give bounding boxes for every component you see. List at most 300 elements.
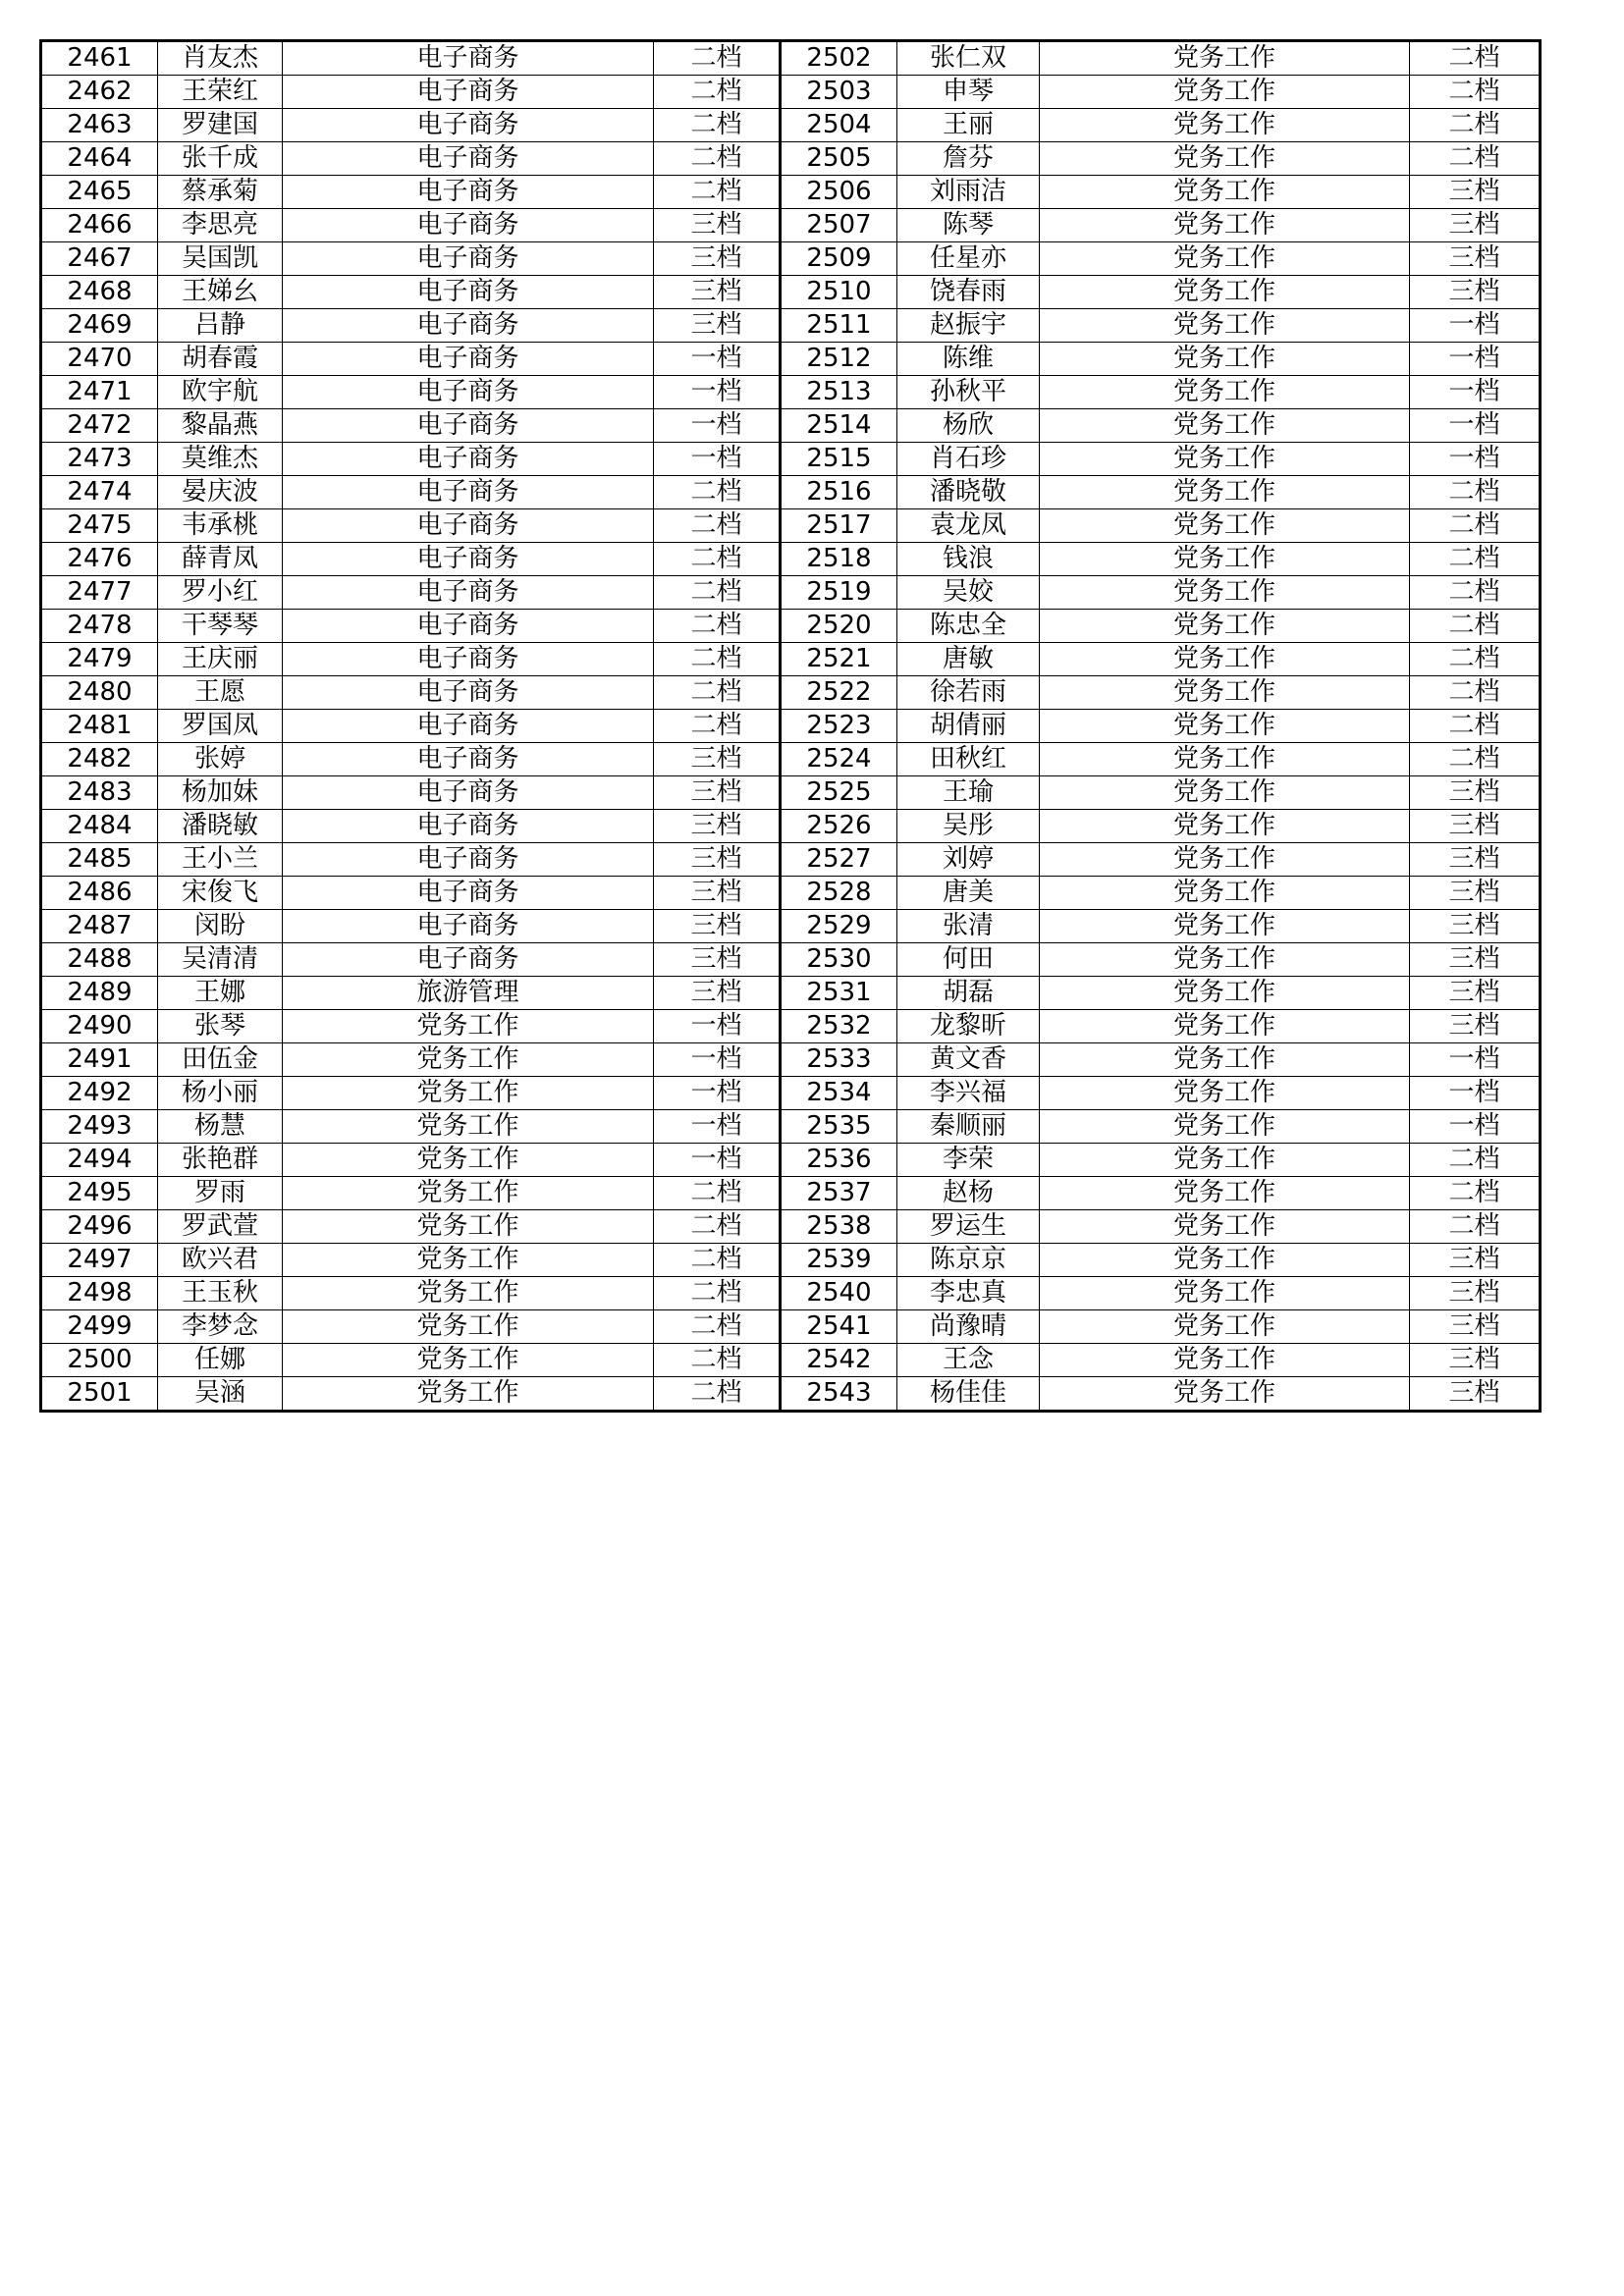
table-row	[41, 943, 1541, 977]
cell-id: 2516	[781, 476, 897, 509]
cell-id: 2473	[41, 443, 158, 476]
cell-name: 王娜	[158, 977, 283, 1010]
cell-id: 2517	[781, 509, 897, 543]
cell-grade: 三档	[1410, 810, 1541, 843]
cell-id: 2471	[41, 376, 158, 409]
cell-name: 潘晓敏	[158, 810, 283, 843]
cell-grade: 一档	[654, 1010, 781, 1043]
cell-major: 电子商务	[283, 610, 654, 643]
table-row	[41, 176, 1541, 209]
cell-id: 2472	[41, 409, 158, 443]
cell-grade: 三档	[1410, 276, 1541, 309]
cell-id: 2469	[41, 309, 158, 343]
cell-name: 胡磊	[897, 977, 1040, 1010]
cell-major: 党务工作	[283, 1144, 654, 1177]
cell-name: 干琴琴	[158, 610, 283, 643]
table-row	[41, 910, 1541, 943]
cell-id: 2543	[781, 1377, 897, 1412]
cell-grade: 二档	[1410, 509, 1541, 543]
cell-grade: 二档	[1410, 1144, 1541, 1177]
cell-major: 旅游管理	[283, 977, 654, 1010]
cell-name: 任星亦	[897, 242, 1040, 276]
cell-grade: 一档	[1410, 409, 1541, 443]
cell-grade: 三档	[1410, 843, 1541, 877]
cell-id: 2521	[781, 643, 897, 676]
cell-id: 2486	[41, 877, 158, 910]
cell-grade: 三档	[1410, 877, 1541, 910]
table-row	[41, 509, 1541, 543]
cell-id: 2522	[781, 676, 897, 710]
cell-major: 党务工作	[283, 1310, 654, 1344]
cell-grade: 二档	[654, 1210, 781, 1244]
table-row	[41, 376, 1541, 409]
cell-grade: 二档	[654, 142, 781, 176]
cell-name: 薛青凤	[158, 543, 283, 576]
cell-id: 2495	[41, 1177, 158, 1210]
cell-grade: 一档	[654, 1043, 781, 1077]
cell-major: 党务工作	[1040, 576, 1410, 610]
cell-grade: 二档	[1410, 76, 1541, 109]
cell-id: 2470	[41, 343, 158, 376]
table-row	[41, 676, 1541, 710]
cell-name: 钱浪	[897, 543, 1040, 576]
cell-major: 党务工作	[1040, 877, 1410, 910]
cell-major: 党务工作	[1040, 776, 1410, 810]
cell-grade: 三档	[654, 743, 781, 776]
cell-name: 陈京京	[897, 1244, 1040, 1277]
cell-id: 2504	[781, 109, 897, 142]
cell-major: 党务工作	[1040, 1177, 1410, 1210]
cell-grade: 二档	[1410, 743, 1541, 776]
cell-id: 2542	[781, 1344, 897, 1377]
cell-major: 电子商务	[283, 176, 654, 209]
cell-id: 2485	[41, 843, 158, 877]
cell-name: 潘晓敬	[897, 476, 1040, 509]
cell-id: 2496	[41, 1210, 158, 1244]
cell-grade: 一档	[654, 409, 781, 443]
cell-grade: 二档	[1410, 1210, 1541, 1244]
cell-id: 2483	[41, 776, 158, 810]
table-row	[41, 1144, 1541, 1177]
cell-major: 党务工作	[1040, 476, 1410, 509]
cell-major: 电子商务	[283, 276, 654, 309]
table-row	[41, 41, 1541, 76]
cell-id: 2528	[781, 877, 897, 910]
table-row	[41, 443, 1541, 476]
cell-name: 蔡承菊	[158, 176, 283, 209]
cell-name: 饶春雨	[897, 276, 1040, 309]
table-row	[41, 276, 1541, 309]
cell-major: 党务工作	[1040, 676, 1410, 710]
cell-name: 肖石珍	[897, 443, 1040, 476]
cell-grade: 一档	[1410, 309, 1541, 343]
cell-major: 党务工作	[1040, 977, 1410, 1010]
cell-id: 2468	[41, 276, 158, 309]
cell-grade: 一档	[654, 376, 781, 409]
cell-name: 李思亮	[158, 209, 283, 242]
cell-name: 韦承桃	[158, 509, 283, 543]
cell-name: 唐敏	[897, 643, 1040, 676]
table-row	[41, 543, 1541, 576]
table-row	[41, 1043, 1541, 1077]
cell-major: 电子商务	[283, 41, 654, 76]
cell-grade: 一档	[654, 1110, 781, 1144]
cell-major: 电子商务	[283, 776, 654, 810]
cell-name: 陈忠全	[897, 610, 1040, 643]
cell-id: 2536	[781, 1144, 897, 1177]
cell-major: 党务工作	[1040, 343, 1410, 376]
cell-name: 吴彤	[897, 810, 1040, 843]
cell-major: 电子商务	[283, 209, 654, 242]
cell-major: 电子商务	[283, 509, 654, 543]
table-row	[41, 309, 1541, 343]
cell-name: 张艳群	[158, 1144, 283, 1177]
cell-id: 2489	[41, 977, 158, 1010]
cell-grade: 二档	[1410, 643, 1541, 676]
cell-id: 2490	[41, 1010, 158, 1043]
cell-name: 王荣红	[158, 76, 283, 109]
cell-name: 杨加妹	[158, 776, 283, 810]
cell-id: 2540	[781, 1277, 897, 1310]
cell-major: 党务工作	[283, 1043, 654, 1077]
table-row	[41, 209, 1541, 242]
cell-id: 2538	[781, 1210, 897, 1244]
cell-name: 杨欣	[897, 409, 1040, 443]
cell-major: 党务工作	[1040, 1010, 1410, 1043]
cell-grade: 二档	[654, 543, 781, 576]
cell-name: 杨佳佳	[897, 1377, 1040, 1412]
cell-name: 吴姣	[897, 576, 1040, 610]
cell-grade: 二档	[654, 1177, 781, 1210]
table-row	[41, 843, 1541, 877]
cell-name: 黄文香	[897, 1043, 1040, 1077]
cell-grade: 二档	[1410, 1177, 1541, 1210]
cell-grade: 二档	[654, 76, 781, 109]
cell-id: 2466	[41, 209, 158, 242]
cell-grade: 三档	[1410, 1244, 1541, 1277]
cell-id: 2513	[781, 376, 897, 409]
cell-name: 张仁双	[897, 41, 1040, 76]
cell-name: 赵振宇	[897, 309, 1040, 343]
cell-id: 2480	[41, 676, 158, 710]
cell-grade: 三档	[654, 910, 781, 943]
cell-major: 电子商务	[283, 743, 654, 776]
cell-major: 党务工作	[283, 1277, 654, 1310]
cell-name: 杨小丽	[158, 1077, 283, 1110]
cell-major: 电子商务	[283, 343, 654, 376]
cell-id: 2541	[781, 1310, 897, 1344]
cell-id: 2493	[41, 1110, 158, 1144]
table-row	[41, 476, 1541, 509]
cell-id: 2481	[41, 710, 158, 743]
cell-major: 电子商务	[283, 910, 654, 943]
cell-major: 党务工作	[283, 1110, 654, 1144]
cell-name: 徐若雨	[897, 676, 1040, 710]
cell-name: 罗武萱	[158, 1210, 283, 1244]
cell-name: 罗国凤	[158, 710, 283, 743]
cell-id: 2464	[41, 142, 158, 176]
cell-major: 党务工作	[1040, 1043, 1410, 1077]
cell-id: 2510	[781, 276, 897, 309]
cell-name: 龙黎昕	[897, 1010, 1040, 1043]
cell-name: 赵杨	[897, 1177, 1040, 1210]
cell-name: 罗小红	[158, 576, 283, 610]
cell-id: 2494	[41, 1144, 158, 1177]
cell-grade: 一档	[1410, 1077, 1541, 1110]
cell-grade: 三档	[1410, 776, 1541, 810]
cell-major: 党务工作	[1040, 443, 1410, 476]
cell-name: 张清	[897, 910, 1040, 943]
cell-grade: 二档	[1410, 676, 1541, 710]
cell-grade: 三档	[654, 877, 781, 910]
cell-id: 2537	[781, 1177, 897, 1210]
cell-major: 党务工作	[283, 1177, 654, 1210]
cell-major: 党务工作	[1040, 610, 1410, 643]
cell-name: 何田	[897, 943, 1040, 977]
cell-grade: 二档	[654, 1310, 781, 1344]
cell-major: 电子商务	[283, 643, 654, 676]
cell-major: 党务工作	[283, 1377, 654, 1412]
cell-id: 2530	[781, 943, 897, 977]
cell-major: 电子商务	[283, 710, 654, 743]
cell-id: 2492	[41, 1077, 158, 1110]
roster-table	[39, 39, 1542, 1413]
cell-major: 电子商务	[283, 309, 654, 343]
table-row	[41, 1310, 1541, 1344]
cell-grade: 二档	[654, 1244, 781, 1277]
cell-id: 2501	[41, 1377, 158, 1412]
cell-id: 2512	[781, 343, 897, 376]
cell-grade: 三档	[1410, 977, 1541, 1010]
table-row	[41, 242, 1541, 276]
cell-major: 电子商务	[283, 409, 654, 443]
cell-grade: 二档	[654, 176, 781, 209]
cell-grade: 三档	[654, 776, 781, 810]
cell-grade: 二档	[1410, 710, 1541, 743]
cell-id: 2475	[41, 509, 158, 543]
cell-name: 尚豫晴	[897, 1310, 1040, 1344]
cell-grade: 二档	[654, 1377, 781, 1412]
cell-grade: 三档	[654, 943, 781, 977]
cell-name: 王愿	[158, 676, 283, 710]
cell-id: 2503	[781, 76, 897, 109]
cell-grade: 二档	[654, 676, 781, 710]
cell-grade: 二档	[654, 109, 781, 142]
cell-grade: 二档	[1410, 109, 1541, 142]
cell-name: 孙秋平	[897, 376, 1040, 409]
cell-id: 2519	[781, 576, 897, 610]
cell-name: 王丽	[897, 109, 1040, 142]
cell-grade: 二档	[654, 41, 781, 76]
cell-name: 罗建国	[158, 109, 283, 142]
cell-grade: 三档	[1410, 1377, 1541, 1412]
table-row	[41, 810, 1541, 843]
cell-id: 2467	[41, 242, 158, 276]
cell-name: 刘雨洁	[897, 176, 1040, 209]
table-row	[41, 1177, 1541, 1210]
cell-name: 晏庆波	[158, 476, 283, 509]
cell-grade: 二档	[654, 610, 781, 643]
cell-major: 党务工作	[283, 1210, 654, 1244]
cell-major: 党务工作	[1040, 1344, 1410, 1377]
cell-id: 2524	[781, 743, 897, 776]
cell-major: 党务工作	[283, 1244, 654, 1277]
cell-grade: 三档	[1410, 1010, 1541, 1043]
table-row	[41, 643, 1541, 676]
cell-major: 电子商务	[283, 109, 654, 142]
cell-id: 2488	[41, 943, 158, 977]
cell-id: 2506	[781, 176, 897, 209]
cell-major: 电子商务	[283, 76, 654, 109]
cell-name: 胡倩丽	[897, 710, 1040, 743]
cell-name: 吕静	[158, 309, 283, 343]
cell-name: 王娣幺	[158, 276, 283, 309]
cell-name: 张千成	[158, 142, 283, 176]
cell-id: 2511	[781, 309, 897, 343]
cell-id: 2500	[41, 1344, 158, 1377]
cell-grade: 一档	[654, 443, 781, 476]
cell-grade: 三档	[654, 276, 781, 309]
cell-id: 2465	[41, 176, 158, 209]
cell-grade: 一档	[1410, 1043, 1541, 1077]
cell-name: 肖友杰	[158, 41, 283, 76]
cell-name: 李忠真	[897, 1277, 1040, 1310]
cell-major: 电子商务	[283, 810, 654, 843]
cell-id: 2525	[781, 776, 897, 810]
cell-id: 2476	[41, 543, 158, 576]
cell-grade: 三档	[1410, 242, 1541, 276]
cell-grade: 三档	[1410, 176, 1541, 209]
cell-id: 2479	[41, 643, 158, 676]
cell-id: 2527	[781, 843, 897, 877]
cell-major: 电子商务	[283, 242, 654, 276]
cell-major: 党务工作	[1040, 1277, 1410, 1310]
cell-grade: 二档	[654, 1277, 781, 1310]
cell-name: 欧宇航	[158, 376, 283, 409]
cell-grade: 一档	[1410, 376, 1541, 409]
cell-grade: 三档	[1410, 1344, 1541, 1377]
cell-grade: 三档	[1410, 1310, 1541, 1344]
cell-name: 李梦念	[158, 1310, 283, 1344]
table-row	[41, 710, 1541, 743]
cell-name: 詹芬	[897, 142, 1040, 176]
cell-major: 党务工作	[1040, 276, 1410, 309]
table-row	[41, 1377, 1541, 1412]
table-row	[41, 142, 1541, 176]
cell-grade: 一档	[654, 1077, 781, 1110]
cell-id: 2509	[781, 242, 897, 276]
cell-major: 党务工作	[1040, 1077, 1410, 1110]
cell-grade: 一档	[1410, 443, 1541, 476]
cell-major: 党务工作	[1040, 509, 1410, 543]
cell-id: 2515	[781, 443, 897, 476]
cell-id: 2520	[781, 610, 897, 643]
cell-grade: 三档	[654, 977, 781, 1010]
cell-major: 党务工作	[1040, 1144, 1410, 1177]
cell-grade: 三档	[1410, 943, 1541, 977]
cell-name: 吴国凯	[158, 242, 283, 276]
cell-name: 王小兰	[158, 843, 283, 877]
table-body	[41, 41, 1541, 1412]
cell-major: 党务工作	[1040, 643, 1410, 676]
cell-grade: 二档	[654, 710, 781, 743]
cell-id: 2478	[41, 610, 158, 643]
cell-major: 党务工作	[1040, 1244, 1410, 1277]
cell-name: 刘婷	[897, 843, 1040, 877]
cell-id: 2507	[781, 209, 897, 242]
cell-grade: 二档	[654, 643, 781, 676]
cell-name: 罗雨	[158, 1177, 283, 1210]
cell-name: 王瑜	[897, 776, 1040, 810]
cell-name: 陈维	[897, 343, 1040, 376]
cell-major: 党务工作	[1040, 743, 1410, 776]
cell-major: 党务工作	[1040, 309, 1410, 343]
cell-name: 闵盼	[158, 910, 283, 943]
cell-major: 党务工作	[1040, 41, 1410, 76]
cell-major: 党务工作	[1040, 176, 1410, 209]
cell-id: 2531	[781, 977, 897, 1010]
cell-grade: 二档	[1410, 610, 1541, 643]
cell-major: 党务工作	[283, 1344, 654, 1377]
cell-id: 2474	[41, 476, 158, 509]
cell-major: 电子商务	[283, 576, 654, 610]
cell-id: 2487	[41, 910, 158, 943]
table-row	[41, 1210, 1541, 1244]
cell-grade: 三档	[654, 242, 781, 276]
cell-id: 2482	[41, 743, 158, 776]
cell-id: 2532	[781, 1010, 897, 1043]
cell-major: 党务工作	[1040, 943, 1410, 977]
cell-name: 欧兴君	[158, 1244, 283, 1277]
cell-major: 党务工作	[283, 1077, 654, 1110]
cell-name: 杨慧	[158, 1110, 283, 1144]
cell-major: 党务工作	[1040, 109, 1410, 142]
cell-name: 陈琴	[897, 209, 1040, 242]
cell-major: 党务工作	[1040, 409, 1410, 443]
cell-major: 电子商务	[283, 877, 654, 910]
cell-grade: 二档	[654, 509, 781, 543]
cell-grade: 二档	[1410, 476, 1541, 509]
cell-major: 党务工作	[283, 1010, 654, 1043]
cell-id: 2539	[781, 1244, 897, 1277]
cell-grade: 三档	[1410, 209, 1541, 242]
table-row	[41, 1110, 1541, 1144]
cell-grade: 一档	[1410, 1110, 1541, 1144]
cell-grade: 一档	[1410, 343, 1541, 376]
cell-id: 2533	[781, 1043, 897, 1077]
cell-name: 李兴福	[897, 1077, 1040, 1110]
cell-major: 党务工作	[1040, 142, 1410, 176]
cell-name: 罗运生	[897, 1210, 1040, 1244]
cell-name: 张婷	[158, 743, 283, 776]
cell-major: 电子商务	[283, 676, 654, 710]
cell-major: 电子商务	[283, 443, 654, 476]
cell-name: 黎晶燕	[158, 409, 283, 443]
cell-name: 王念	[897, 1344, 1040, 1377]
cell-grade: 二档	[1410, 543, 1541, 576]
table-row	[41, 877, 1541, 910]
cell-major: 电子商务	[283, 843, 654, 877]
cell-grade: 二档	[654, 576, 781, 610]
cell-name: 李荣	[897, 1144, 1040, 1177]
cell-major: 党务工作	[1040, 543, 1410, 576]
table-row	[41, 1010, 1541, 1043]
cell-name: 王庆丽	[158, 643, 283, 676]
cell-major: 党务工作	[1040, 376, 1410, 409]
cell-name: 申琴	[897, 76, 1040, 109]
cell-major: 党务工作	[1040, 1210, 1410, 1244]
cell-name: 田秋红	[897, 743, 1040, 776]
